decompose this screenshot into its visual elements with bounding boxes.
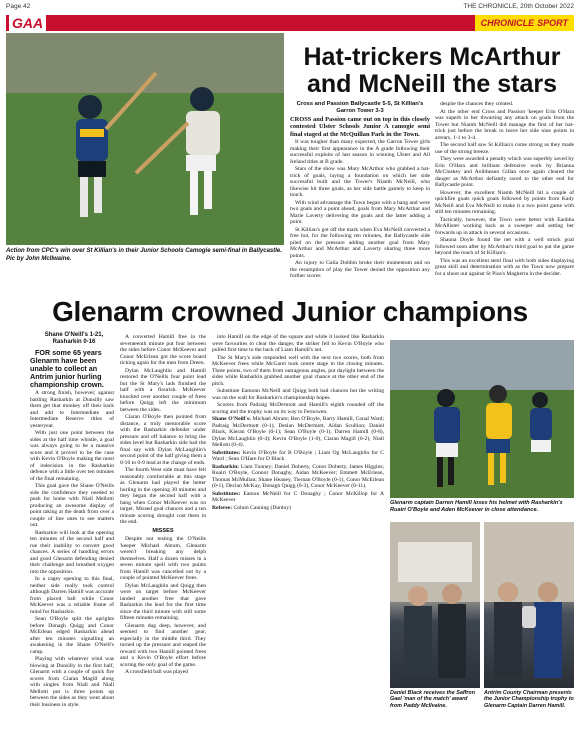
- story1-column-2: [435, 101, 574, 278]
- story2-headline: Glenarm crowned Junior champions: [52, 296, 528, 327]
- paragraph: In a cagey opening to this final, neither side really took control although Darren Hamill was accurate from placed ball while Conor McKeever was a reliable frame of mind for Rasharkin.: [30, 576, 114, 615]
- team-listing: [212, 491, 384, 504]
- camogie-photo-illustration: [6, 33, 284, 245]
- trophy-presentation-photo: [484, 522, 574, 688]
- sport-label: SPORT: [537, 18, 568, 28]
- paragraph: Stars of the show was Mary McArthur who grabbed a hat-trick of goals, laying a foundation on which her side successful built and the Tower's Niamh McNeill, who likewise hit three goals, as her side battle gamely to keep in touch.: [290, 166, 430, 199]
- team-label: Substitutes:: [212, 490, 241, 497]
- page-number: Page 42: [6, 3, 31, 10]
- trophy-photo-illustration: [484, 522, 574, 688]
- paragraph: Ciaran O'Boyle then pointed from distance, a truly memorable score with the Rasharkin defender under pressure and off balance to bring the sides level but Rasharkin side had the final say with Dylan McLaughlin's second point of the half giving them a 0-10 to 0-9 lead at the change of ends.: [120, 414, 206, 466]
- team-text: Eamon McNeill for C Donaghy ; Conor McKillop for A McKeever: [212, 490, 384, 503]
- paragraph: The second half saw St Killian's come strong as they made use of the strong breeze.: [435, 142, 574, 155]
- team-listing: [212, 464, 384, 490]
- story2-lead: FOR some 65 years Glenarm have been unable to collect an Antrim junior hurling championship crown.: [30, 348, 104, 389]
- paragraph: A strong finish, however, against battling Rasharkin at Dunsilly saw them get that monkey off their back and add to Intermediate and Intermediate Reserve titles of yesteryear.: [30, 390, 114, 429]
- paragraph: Glenarm dug deep, however, and seemed to find another gear, especially in the middle third. They turned up the pressure and reaped the reward with two Hamill pointed frees and a Kevin O'Boyle effort before scoring the only goal of the game.: [120, 622, 206, 668]
- paragraph: Despite not testing the O'Neills 'keeper Michael Abram, Glenarm weren't breaking any delph themselves. Half a dozen misses in a seven minute spell with two points from Hamill was cancelled out by a couple of pointed McKeever frees.: [120, 536, 206, 581]
- chronicle-sport-tag: [475, 15, 574, 31]
- team-text: Kevin O'Boyle for B O'Boyle ; Liam Og McLaughlin for C Ward ; Sean O'Hare for D Black: [212, 449, 384, 462]
- chronicle-label: CHRONICLE: [480, 18, 535, 28]
- paragraph: An injury to Gaila Dobbin broke their momentum and on the resumption of play the Tower denied the opposition any further scores: [290, 260, 430, 280]
- team-label: Referee:: [212, 504, 233, 511]
- paragraph: A converted Hamill free in the seventeenth minute put four between the sides before Conor McKeever and Conor McErlean got the score board ticking again for the men from Dreen.: [120, 334, 206, 366]
- story1-lead: CROSS and Passion came out on top in this closely contested Ulster Schools Junior A camogie semi final staged at the McQuillan Park in the Town.: [290, 116, 430, 138]
- paragraph: Dylan McLaughlin and Quigg then were on target before McKeever landed another free that gave Rasharkin the lead for the first time since the third minute with still some fifteen minutes remaining.: [120, 582, 206, 621]
- team-listing: [212, 505, 384, 512]
- paragraph: This goal gave the Shane O'Neills side the confidence they needed to push for home with Niall Mellotti producing an awesome display of point taking at the death from over a couple of line ones to see matters out.: [30, 483, 114, 528]
- paragraph: This was an excellent semi final with both sides displaying great skill and determination with as the Town now prepare for a shoot out against St Pius's Magherra in the decider.: [435, 257, 574, 277]
- paragraph: Substitute Eamonn McNeill and Quigg both had chances but the writing was on the wall for Rasharkin's championship hopes.: [212, 388, 384, 401]
- paragraph: Sean O'Boyle split the uprights before Donagh Quigg and Conor McErlean edged Rasharkin ahead after ten minutes signalling an awakening in the Shane O'Neill's camp.: [30, 616, 114, 655]
- story2-column-1: [30, 349, 114, 709]
- paragraph: Shauna Doyle found the net with a well struck goal followed soon after by McArthur's third goal to put the game beyond the reach of St Killian's.: [435, 237, 574, 256]
- hurling-match-photo: [390, 340, 574, 498]
- paragraph: Rasharkin will look at the opening ten minutes of the second half and rue their inability to convert good chances. A series of handling errors and good Glenarm defending denied their challenge and breathed oxygen into the opposition.: [30, 529, 114, 575]
- team-listing: [212, 416, 384, 449]
- story2-score-line: Shane O'Neill's 1-21, Rasharkin 0-16: [44, 332, 104, 345]
- story1-subhead: Cross and Passion Ballycastle 5-5, St Killian's Garron Tower 3-3: [296, 101, 424, 114]
- team-label: Substitutes:: [212, 449, 241, 456]
- gaa-section-logo: [6, 14, 86, 32]
- misses-subheading: MISSES: [152, 527, 174, 534]
- team-listing: [212, 450, 384, 463]
- team-text: Michael Abram; Ben O'Boyle, Barry Hamill, Conal Ward; Padraig McDermott (0-1), Deslan McDermott, Aidan Scullion; Daniel Black, Kieran O'Boyle (0-1); Sean O'Boyle (0-1), Darren Hamill (0-8), Dylan McLaughlin (0-4); Kevin O'Boyle (1-0), Ciaran Magill (0-2), Niall Mellotti (0-4).: [212, 416, 384, 448]
- paragraph: Playing with whatever wind was blowing at Dunsilly in the first half, Glenarm with a couple of quick fire scores from Ciaran Magill along with singles from Niall and Niall Mellotti put is three points up between the sides as they went about their business in style.: [30, 656, 114, 708]
- paragraph: With just one point between the sides at the half time whistle, a goal was always going to be a massive score and it proved to be the case with Kevin O'Boyle making the most of indecision in the Rasharkin defence with a little over ten minutes of the final remaining.: [30, 430, 114, 482]
- paragraph: The St Mary's side responded well with the next two scores, both from McKeever frees while McGarel took centre stage in the closing minutes. Three points, two of them from outrageous angles, put daylight between the sides while Rasharkin grabbed another goal chance at the other end of the pitch.: [212, 354, 384, 387]
- team-label: Shane O'Neill's:: [212, 416, 251, 422]
- paragraph: Dylan McLaughlin and Hamill restored the O'Neills four point lead but the St Mary's lads finished the half with a flourish. McKeever knocked over another couple of frees before Quigg left the minimum between the sides.: [120, 367, 206, 413]
- paragraph: A crossfield ball was played: [125, 669, 189, 675]
- page-header-line: [6, 3, 574, 13]
- paragraph: With wind advantage the Town began with a bang and were two goals and a point ahead, goals from Mary McArthur and Marie Laverty delivering the goals and the latter adding a point.: [290, 199, 430, 226]
- paragraph: At the other end Cross and Passion 'keeper Erin O'Hara was superb in her thwarting any attack on goals from the Tower but Niamh McNeill did manage the first of her hat-trick just before the break to leave her side nine points in arrears, 1-1 to 3-4.: [435, 108, 574, 141]
- paragraph: They were awarded a penalty which was superbly saved by Erin O'Hara and brilliant defensive work by Brianna McCloskey and Aoibheann Gillan once again cleared the danger as McArthur defiantly raced to the other end for Ballycastle point.: [435, 156, 574, 188]
- team-text: Liam Tunney; Daniel Doherty, Conor Doherty, James Higgins; Ruairi O'Boyle, Connor Donaghy, Aidan McKeever; Emmett McErlean, Thomas McMullan; Shane Heaney, Tiernan O'Boyle (0-1), Conor McErlean (0-1), Declan McKay, Donagh Quigg (0-3), Conor McKeever (0-11).: [212, 463, 384, 489]
- story2-column-2: [120, 334, 206, 677]
- photo-caption: Antrim County Chairman presents the Junior Championship trophy to Glenarm Captain Darren Hamill.: [484, 690, 574, 709]
- team-label: Rasharkin:: [212, 463, 240, 470]
- story1-column-1: [290, 116, 430, 281]
- camogie-action-photo: [6, 33, 284, 245]
- paragraph: into Hamill on the edge of the square and while it looked like Rasharkin were favourites to clear the danger, the striker fell to Kevin O'Boyle who pulled first time to the back of Liam Hamill's net.: [212, 334, 384, 353]
- paragraph: However, the excellent Niamh McNeill hit a couple of quickfire goals quick goals followed by points from Kady McNeill and Eva McNeill to make it a two point game with still ten minutes remaining.: [435, 189, 574, 215]
- photo-caption: Glenarm captain Darren Hamill loses his helmet with Rasharkin's Ruairi O'Boyle and Aden McKeever in close attendance.: [390, 500, 563, 513]
- paragraph: Tactically, however, the Town were better with Eaobha McAllister working back as a sweeper and setting her forwards up in attack in several occasions.: [435, 216, 574, 236]
- story2-column-3: [212, 334, 384, 512]
- hurling-photo-illustration: [390, 340, 574, 498]
- paragraph: St Killian's got off the mark when Eva McNeill converted a free but, for the following ten minutes, the Ballycastle side piled on the pressure adding another goal from Mary McArthur and McArthur and Laverty sharing three more points.: [290, 226, 430, 259]
- paragraph: The fourth West side must have felt reasonably comfortable at this stage as Glenarm had played the better hurling in the opening 30 minutes and they began the second half with a bang when Conor McKeever was on target. Missed goal chances and a ten minute scoring drought cost them in the end.: [120, 467, 206, 525]
- award-photo-illustration: [390, 522, 480, 688]
- team-text: Colum Canning (Dunloy): [233, 504, 291, 511]
- story1-headline: Hat-trickers McArthur and McNeill the stars: [303, 43, 561, 98]
- award-photo: [390, 522, 480, 688]
- photo-caption: Daniel Black receives the Saffron Gael 'man of the match' award from Paddy McIlvaine.: [390, 690, 475, 709]
- publication-date: THE CHRONICLE, 20th October 2022: [463, 3, 574, 10]
- gaa-logo-text: GAA: [9, 15, 46, 31]
- photo-caption: Action from CPC's win over St Killian's in their Junior Schools Camogie semi-final in Ballycastle. Pic by John McIlwaine.: [6, 248, 282, 262]
- paragraph: despite the chances they created.: [440, 101, 514, 107]
- paragraph: It was tougher than many expected, the Garron Tower girls making their first appearance in the A grade following their successful exploits of last season in winning Ulster and All Ireland titles at B grade.: [290, 139, 430, 165]
- paragraph: Scorers from Padraig McDermott and Hamill's eighth rounded off the scoring and the trophy was on its way to Fernowen.: [212, 402, 384, 415]
